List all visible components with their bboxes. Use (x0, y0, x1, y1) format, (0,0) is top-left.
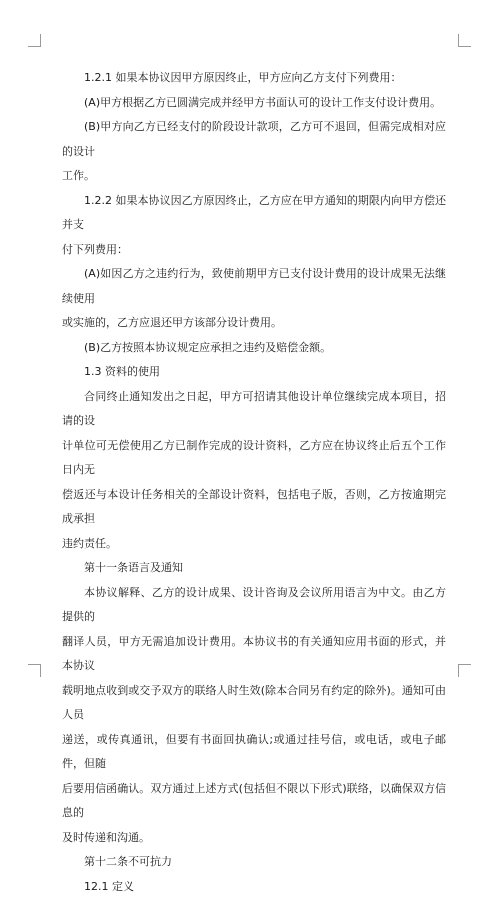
crop-mark-top-left (28, 34, 41, 47)
paragraph-1-2-2-a (62, 262, 446, 336)
paragraph-1-2-2 (62, 189, 446, 263)
text-line: 工作。 (62, 169, 95, 182)
text-line: 1.2.2 如果本协议因乙方原因终止，乙方应在甲方通知的期限内向甲方偿还并支 (62, 194, 446, 232)
text-line: 翻译人员，甲方无需追加设计费用。本协议书的有关通知应用书面的形式，并本协议 (62, 635, 446, 673)
text-line: 递送，或传真通讯，但要有书面回执确认;或通过挂号信，或电话，或电子邮件，但随 (62, 733, 446, 771)
text-line: 载明地点收到或交予双方的联络人时生效(除本合同另有约定的除外)。通知可由人员 (62, 684, 446, 722)
paragraph-1-2-1-a (62, 91, 446, 116)
document-body (62, 66, 446, 899)
paragraph-data-use (62, 385, 446, 557)
heading-article-12 (62, 850, 446, 875)
heading-article-11 (62, 556, 446, 581)
text-line: 后要用信函确认。双方通过上述方式(包括但不限以下形式)联络，以确保双方信息的 (62, 782, 446, 820)
text-line: 1.3 资料的使用 (84, 365, 160, 378)
text-line: 或实施的，乙方应退还甲方该部分设计费用。 (62, 316, 282, 329)
text-line: (A)甲方根据乙方已圆满完成并经甲方书面认可的设计工作支付设计费用。 (84, 96, 441, 109)
text-line: 1.2.1 如果本协议因甲方原因终止，甲方应向乙方支付下列费用： (84, 71, 401, 84)
text-line: 付下列费用： (62, 243, 128, 256)
crop-mark-bottom-left (28, 664, 41, 677)
text-line: 偿返还与本设计任务相关的全部设计资料，包括电子版，否则，乙方按逾期完成承担 (62, 488, 446, 526)
text-line: 第十二条不可抗力 (84, 855, 172, 868)
paragraph-1-2-1 (62, 66, 446, 91)
heading-1-3 (62, 360, 446, 385)
text-line: (B)甲方向乙方已经支付的阶段设计款项，乙方可不退回，但需完成相对应的设计 (62, 120, 446, 158)
heading-12-1 (62, 875, 446, 899)
paragraph-1-2-1-b (62, 115, 446, 189)
crop-mark-bottom-right (458, 664, 471, 677)
text-line: 12.1 定义 (84, 880, 134, 893)
paragraph-language-notice (62, 581, 446, 851)
text-line: 计单位可无偿使用乙方已制作完成的设计资料，乙方应在协议终止后五个工作日内无 (62, 439, 446, 477)
text-line: 第十一条语言及通知 (84, 561, 183, 574)
text-line: 合同终止通知发出之日起，甲方可招请其他设计单位继续完成本项目，招请的设 (62, 390, 446, 428)
paragraph-1-2-2-b (62, 336, 446, 361)
text-line: (B)乙方按照本协议规定应承担之违约及赔偿金额。 (84, 341, 331, 354)
text-line: 本协议解释、乙方的设计成果、设计咨询及会议所用语言为中文。由乙方提供的 (62, 586, 446, 624)
text-line: 违约责任。 (62, 537, 117, 550)
text-line: (A)如因乙方之违约行为，致使前期甲方已支付设计费用的设计成果无法继续使用 (62, 267, 446, 305)
crop-mark-top-right (458, 34, 471, 47)
text-line: 及时传递和沟通。 (62, 831, 150, 844)
